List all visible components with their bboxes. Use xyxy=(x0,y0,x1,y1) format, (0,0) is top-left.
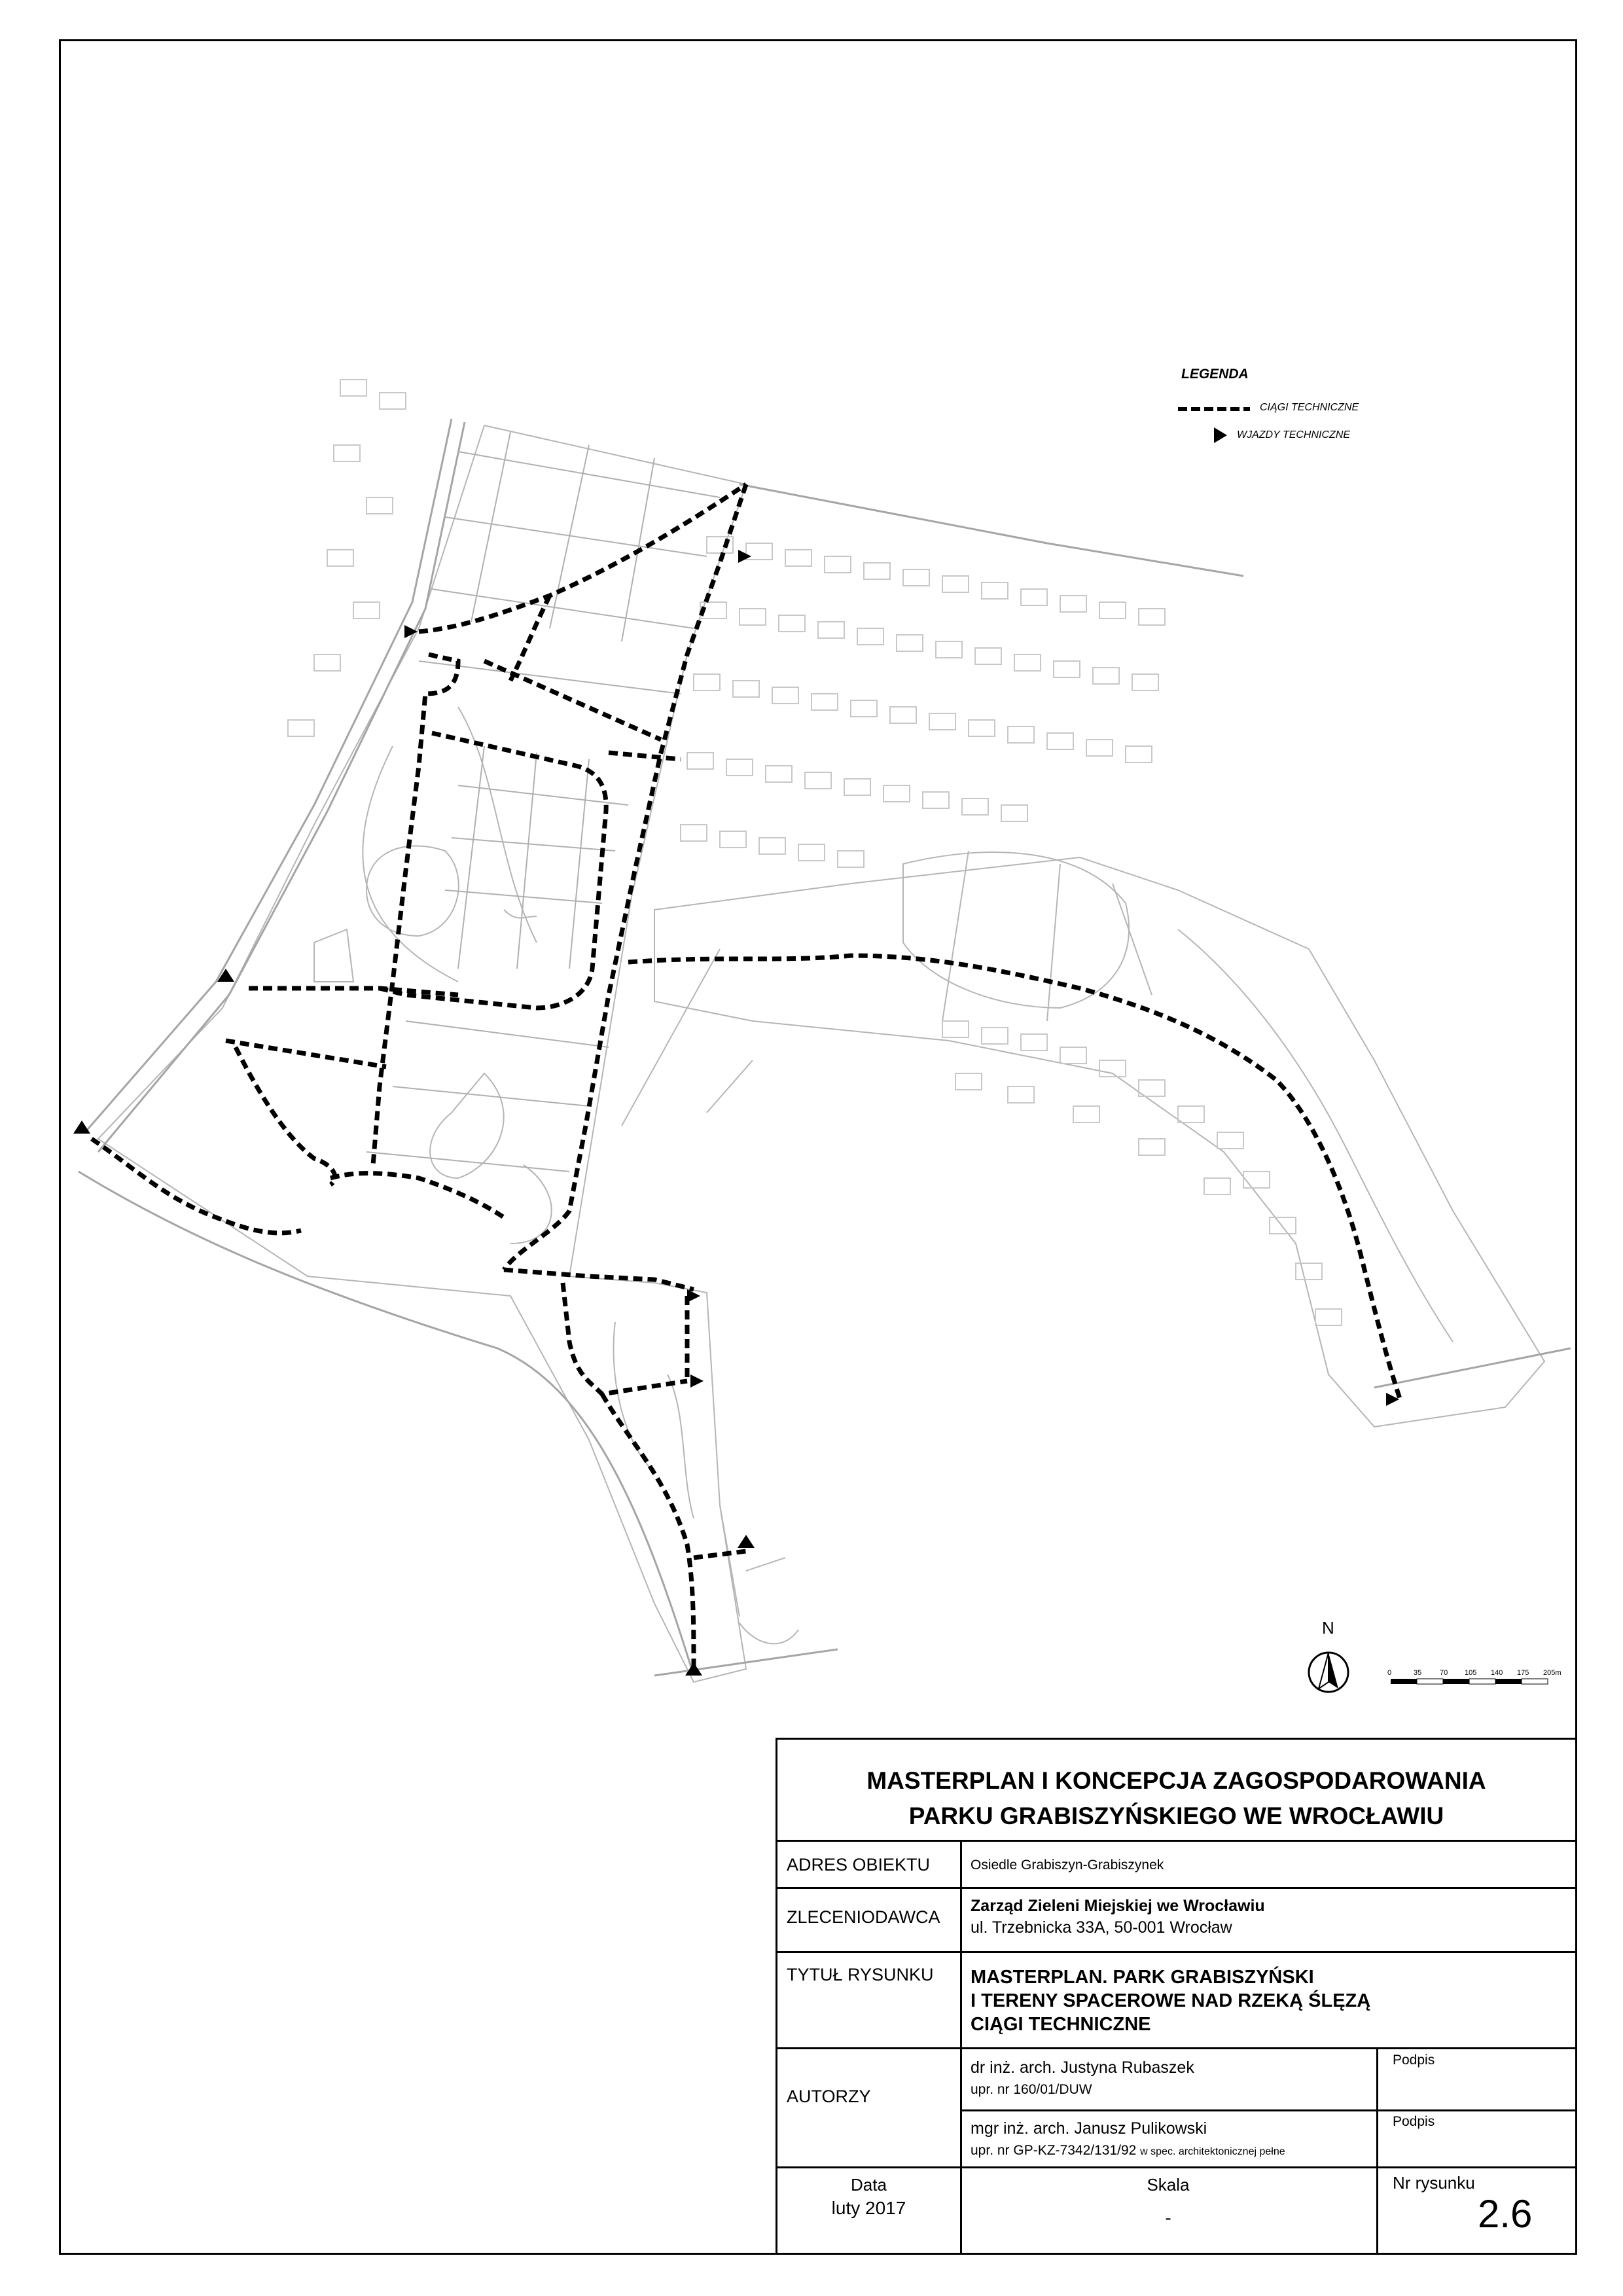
scale-tick: 140 xyxy=(1491,1669,1503,1677)
scale-tick: 205m xyxy=(1543,1669,1561,1677)
legend-title: LEGENDA xyxy=(1181,367,1249,382)
drawing-number-label: Nr rysunku xyxy=(1393,2173,1475,2193)
scale-tick: 105 xyxy=(1465,1669,1477,1677)
drawing-title-line3: CIĄGI TECHNICZNE xyxy=(971,2014,1151,2035)
author1-license: upr. nr 160/01/DUW xyxy=(971,2082,1092,2097)
title-block xyxy=(776,1738,1577,2255)
project-title-line2: PARKU GRABISZYŃSKIEGO WE WROCŁAWIU xyxy=(908,1803,1444,1829)
scale-tick: 175 xyxy=(1517,1669,1529,1677)
date-label: Data xyxy=(851,2175,887,2195)
address-value: Osiedle Grabiszyn-Grabiszynek xyxy=(971,1857,1164,1873)
access-triangle xyxy=(690,1374,704,1388)
scale-tick: 0 xyxy=(1387,1669,1392,1677)
drawing-title-line1: MASTERPLAN. PARK GRABISZYŃSKI xyxy=(971,1967,1314,1988)
signature-label-1: Podpis xyxy=(1393,2053,1435,2068)
roads xyxy=(79,419,1571,1676)
access-triangle xyxy=(738,550,751,563)
drawing-title-label: TYTUŁ RYSUNKU xyxy=(787,1965,934,1984)
scale-bar xyxy=(1391,1679,1548,1684)
project-title-line1: MASTERPLAN I KONCEPCJA ZAGOSPODAROWANIA xyxy=(866,1767,1486,1794)
author1-name: dr inż. arch. Justyna Rubaszek xyxy=(971,2058,1194,2077)
legend-label-routes: CIĄGI TECHNICZNE xyxy=(1260,402,1359,413)
signature-label-2: Podpis xyxy=(1393,2114,1435,2129)
north-arrow-icon xyxy=(1309,1653,1348,1692)
legend-triangle-icon xyxy=(1214,427,1227,443)
date-value: luty 2017 xyxy=(831,2198,906,2218)
author2-license xyxy=(971,2143,1285,2159)
park-grid xyxy=(366,432,720,1172)
legend-label-access: WJAZDY TECHNICZNE xyxy=(1237,429,1351,440)
north-label: N xyxy=(1322,1618,1334,1638)
scale-tick: 35 xyxy=(1414,1669,1422,1677)
author2-license-suffix: w spec. architektonicznej pełne xyxy=(1140,2146,1285,2157)
address-label: ADRES OBIEKTU xyxy=(787,1855,931,1874)
technical-routes xyxy=(92,484,1400,1669)
scale-tick: 70 xyxy=(1440,1669,1448,1677)
client-name: Zarząd Zieleni Miejskiej we Wrocławiu xyxy=(971,1897,1265,1915)
access-triangle xyxy=(738,1535,755,1548)
drawing-number-value: 2.6 xyxy=(1478,2192,1533,2236)
scale-value: - xyxy=(1165,2208,1171,2228)
access-triangle xyxy=(73,1121,90,1134)
scale-label: Skala xyxy=(1147,2175,1190,2195)
authors-label: AUTORZY xyxy=(787,2087,871,2106)
author2-license-prefix: upr. nr GP-KZ-7342/131/92 xyxy=(971,2143,1137,2158)
scale-bar-labels xyxy=(1386,1669,1569,1678)
client-label: ZLECENIODAWCA xyxy=(787,1907,940,1927)
author2-name: mgr inż. arch. Janusz Pulikowski xyxy=(971,2119,1207,2138)
drawing-title-line2: I TERENY SPACEROWE NAD RZEKĄ ŚLĘZĄ xyxy=(971,1990,1371,2011)
client-address: ul. Trzebnicka 33A, 50-001 Wrocław xyxy=(971,1918,1232,1937)
